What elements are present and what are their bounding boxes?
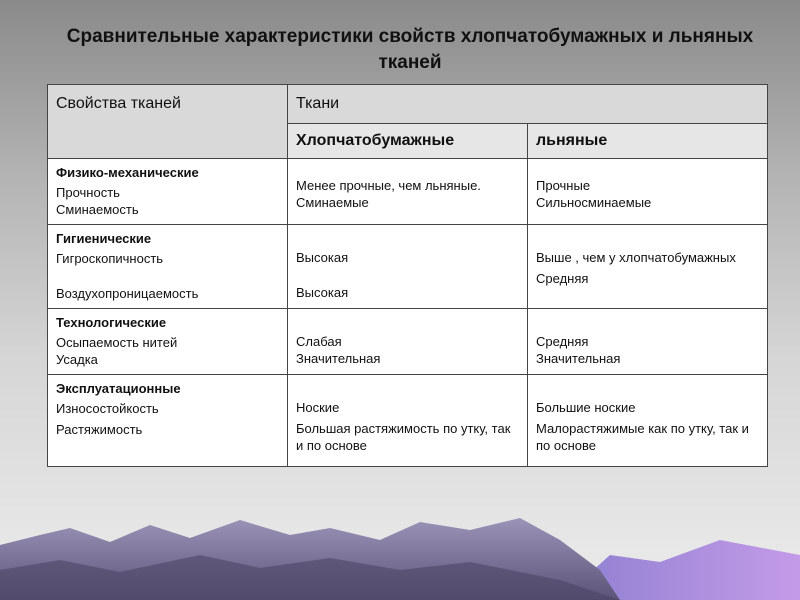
header-cotton: Хлопчатобумажные — [288, 124, 528, 159]
property-cell — [48, 375, 288, 467]
property-name: Воздухопроницаемость — [56, 286, 199, 301]
mountains-decoration — [0, 500, 800, 600]
property-name: Усадка — [56, 352, 98, 367]
cotton-value: Большая растяжимость по утку, так и по основе — [296, 421, 511, 453]
linen-value: Средняя — [536, 271, 589, 286]
table-header-row — [48, 85, 768, 124]
linen-cell — [528, 159, 768, 225]
property-cell — [48, 159, 288, 225]
cotton-value: Менее прочные, чем льняные. — [296, 178, 481, 193]
comparison-table — [47, 84, 768, 467]
property-cell — [48, 309, 288, 375]
cotton-value: Сминаемые — [296, 195, 369, 210]
header-properties: Свойства тканей — [48, 85, 288, 159]
group-name: Технологические — [56, 315, 167, 330]
linen-value: Малорастяжимые как по утку, так и по основе — [536, 421, 749, 453]
cotton-cell — [288, 309, 528, 375]
cotton-value: Высокая — [296, 250, 349, 265]
property-name: Сминаемость — [56, 202, 139, 217]
cotton-value: Ноские — [296, 400, 340, 415]
property-name: Прочность — [56, 185, 120, 200]
linen-value: Сильносминаемые — [536, 195, 652, 210]
header-fabrics: Ткани — [288, 85, 768, 124]
property-name: Осыпаемость нитей — [56, 335, 178, 350]
linen-value: Прочные — [536, 178, 591, 193]
table-row — [48, 225, 768, 309]
table-row — [48, 159, 768, 225]
page-title: Сравнительные характеристики свойств хлопчатобумажных и льняных тканей — [66, 26, 754, 73]
cotton-value: Высокая — [296, 285, 349, 300]
linen-value: Большие ноские — [536, 400, 636, 415]
cotton-cell — [288, 225, 528, 309]
header-linen: льняные — [528, 124, 768, 159]
cotton-cell — [288, 375, 528, 467]
property-name: Гигроскопичность — [56, 251, 164, 266]
property-name: Износостойкость — [56, 401, 159, 416]
table-row — [48, 309, 768, 375]
linen-value: Выше , чем у хлопчатобумажных — [536, 250, 736, 265]
table-row — [48, 375, 768, 467]
property-name: Растяжимость — [56, 422, 143, 437]
cotton-value: Слабая — [296, 334, 342, 349]
group-name: Физико-механические — [56, 165, 199, 180]
linen-value: Значительная — [536, 351, 621, 366]
cotton-cell — [288, 159, 528, 225]
cotton-value: Значительная — [296, 351, 381, 366]
group-name: Гигиенические — [56, 231, 152, 246]
linen-cell — [528, 375, 768, 467]
linen-cell — [528, 225, 768, 309]
property-cell — [48, 225, 288, 309]
linen-cell — [528, 309, 768, 375]
linen-value: Средняя — [536, 334, 589, 349]
group-name: Эксплуатационные — [56, 381, 181, 396]
